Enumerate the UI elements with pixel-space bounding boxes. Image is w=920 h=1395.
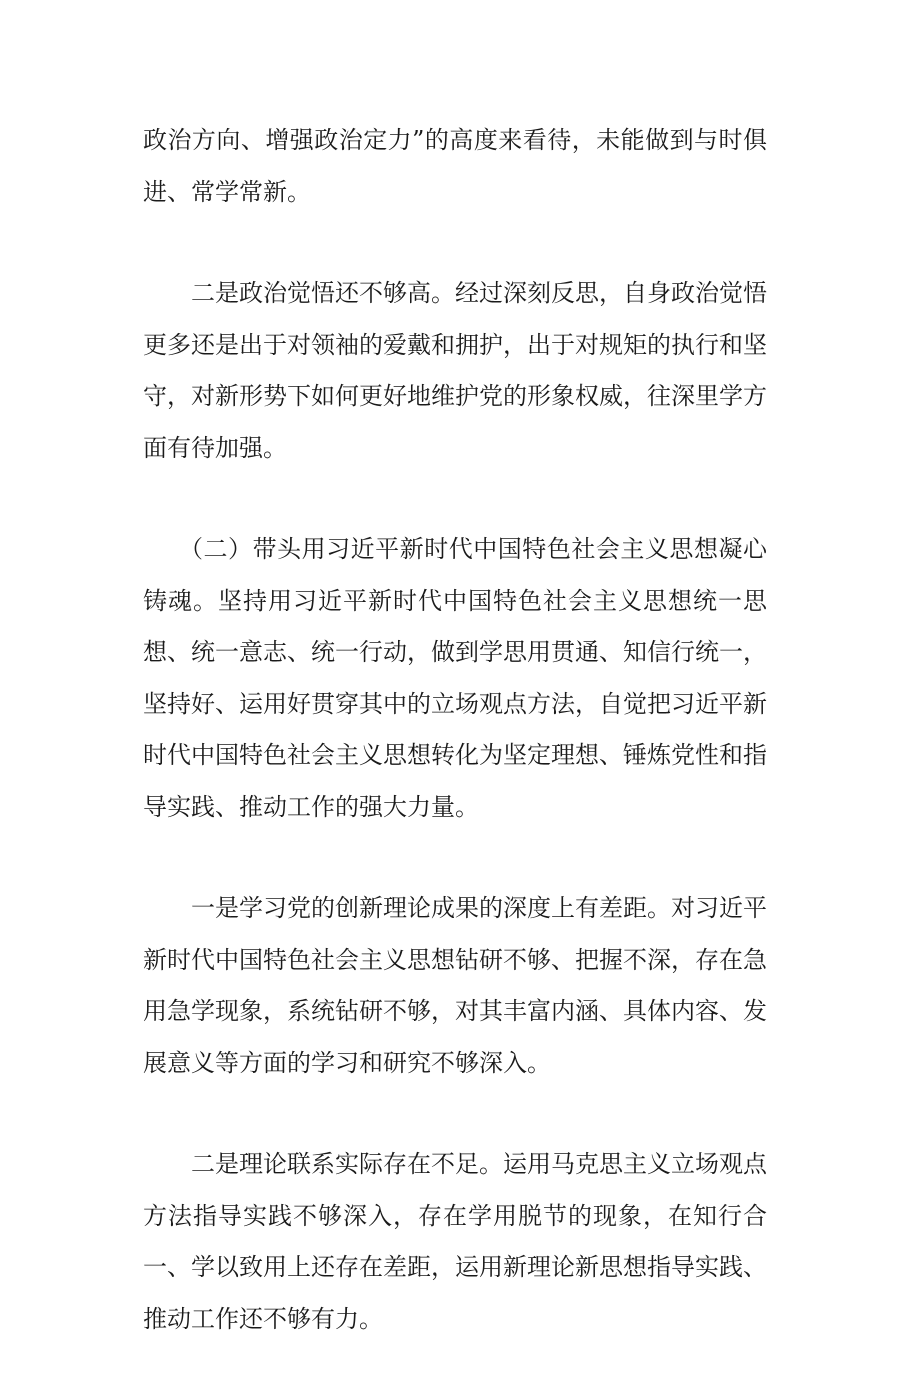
paragraph-study-depth: 一是学习党的创新理论成果的深度上有差距。对习近平新时代中国特色社会主义思想钻研不够、把握不深，存在急用急学现象，系统钻研不够，对其丰富内涵、具体内容、发展意义等方面的学习和研究不够深入。 — [143, 894, 767, 1077]
section-heading-paragraph: （二）带头用习近平新时代中国特色社会主义思想凝心铸魂。坚持用习近平新时代中国特色社会主义思想统一思想、统一意志、统一行动，做到学思用贯通、知信行统一，坚持好、运用好贯穿其中的立场观点方法，自觉把习近平新时代中国特色社会主义思想转化为坚定理想、锤炼党性和指导实践、推动工作的强大力量。 — [143, 535, 767, 821]
paragraph-theory-practice: 二是理论联系实际存在不足。运用马克思主义立场观点方法指导实践不够深入，存在学用脱节的现象，在知行合一、学以致用上还存在差距，运用新理论新思想指导实践、推动工作还不够有力。 — [143, 1150, 767, 1333]
document-body — [143, 115, 767, 1395]
paragraph-political-awareness: 二是政治觉悟还不够高。经过深刻反思，自身政治觉悟更多还是出于对领袖的爱戴和拥护，出于对规矩的执行和坚守，对新形势下如何更好地维护党的形象权威，往深里学方面有待加强。 — [143, 279, 767, 462]
paragraph-continuation: 政治方向、增强政治定力”的高度来看待，未能做到与时俱进、常学常新。 — [143, 126, 767, 206]
